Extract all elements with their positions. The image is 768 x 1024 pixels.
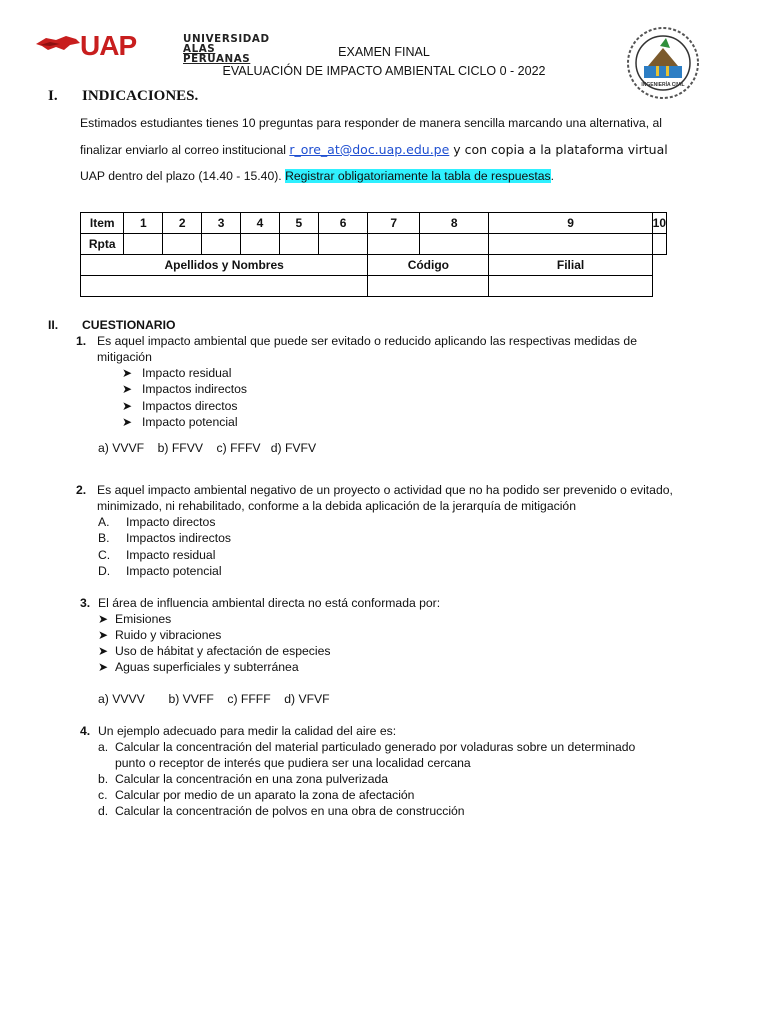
question-number: 1. [76, 334, 87, 348]
question-4 [80, 723, 700, 739]
item-number: 8 [420, 213, 489, 234]
answer-cell[interactable] [652, 234, 666, 255]
item-number: 4 [241, 213, 280, 234]
item-label-cell: Item [81, 213, 124, 234]
list-item: ➤ Emisiones [98, 612, 172, 626]
answer-cell[interactable] [368, 234, 420, 255]
question-text: Es aquel impacto ambiental que puede ser evitado o reducido aplicando las respectivas medidas de [97, 334, 637, 348]
answer-option[interactable]: b) VVFF [168, 692, 214, 706]
logo-uap-text: UAP [80, 30, 137, 61]
answer-option[interactable]: d. Calcular la concentración de polvos en una obra de construcción [98, 804, 465, 818]
branch-input-cell[interactable] [489, 276, 652, 297]
name-input-cell[interactable] [81, 276, 368, 297]
list-item: ➤ Aguas superficiales y subterránea [98, 660, 299, 674]
code-label-cell: Código [368, 255, 489, 276]
question-text: minimizado, ni rehabilitado, conforme a la debida aplicación de la jerarquía de mitigación [97, 499, 576, 513]
branch-label-cell: Filial [489, 255, 652, 276]
question-3 [80, 595, 700, 611]
item-number: 9 [489, 213, 652, 234]
highlighted-instruction: Registrar obligatoriamente la tabla de respuestas [285, 169, 551, 183]
question-number: 4. [80, 724, 91, 738]
answer-cell[interactable] [420, 234, 489, 255]
arrow-bullet-icon: ➤ [122, 415, 133, 429]
item-number: 3 [202, 213, 241, 234]
answer-options [98, 691, 330, 707]
item-number: 6 [318, 213, 367, 234]
answer-table [80, 212, 667, 297]
item-number: 10 [652, 213, 666, 234]
list-item: ➤ Ruido y vibraciones [98, 628, 222, 642]
table-row-student-values [81, 276, 667, 297]
answer-option[interactable]: D. Impacto potencial [98, 564, 222, 578]
table-row-items [81, 213, 667, 234]
table-row-answers [81, 234, 667, 255]
answer-cell[interactable] [489, 234, 652, 255]
question-text: Es aquel impacto ambiental negativo de un proyecto o actividad que no ha podido ser prevenido o evitado, [97, 483, 673, 497]
answer-cell[interactable] [124, 234, 163, 255]
arrow-bullet-icon: ➤ [122, 382, 133, 396]
answer-option[interactable]: A. Impacto directos [98, 515, 216, 529]
arrow-bullet-icon: ➤ [98, 644, 109, 658]
instructions-line-2: finalizar enviarlo al correo institucional r_ore_at@doc.uap.edu.pe y con copia a la plataforma virtual [80, 142, 668, 157]
answer-option[interactable]: B. Impactos indirectos [98, 531, 231, 545]
question-1 [76, 333, 696, 365]
answer-option[interactable]: b. Calcular la concentración en una zona pulverizada [98, 772, 389, 786]
logo-university-name: UNIVERSIDAD ALAS PERUANAS [183, 33, 270, 65]
list-item: ➤ Impactos indirectos [122, 382, 247, 396]
answer-option[interactable]: a. Calcular la concentración del material particulado generado por voladuras sobre un determinado [98, 740, 636, 754]
exam-subtitle: EVALUACIÓN DE IMPACTO AMBIENTAL CICLO 0 - 2022 [222, 64, 546, 78]
section-cuestionario-heading [48, 318, 176, 332]
question-text: El área de influencia ambiental directa no está conformada por: [98, 596, 441, 610]
answer-option[interactable]: c) FFFF [227, 692, 271, 706]
list-item: ➤ Uso de hábitat y afectación de especies [98, 644, 331, 658]
item-number: 1 [124, 213, 163, 234]
item-number: 5 [279, 213, 318, 234]
instructions-line-1: Estimados estudiantes tienes 10 preguntas para responder de manera sencilla marcando una alternativa, al [80, 116, 662, 130]
item-number: 2 [163, 213, 202, 234]
name-label-cell: Apellidos y Nombres [81, 255, 368, 276]
instructions-line-3: UAP dentro del plazo (14.40 - 15.40). Registrar obligatoriamente la tabla de respuestas. [80, 169, 555, 183]
arrow-bullet-icon: ➤ [98, 612, 109, 626]
question-2 [76, 482, 696, 514]
arrow-bullet-icon: ➤ [122, 366, 133, 380]
exam-title: EXAMEN FINAL [338, 45, 430, 59]
item-number: 7 [368, 213, 420, 234]
question-number: 3. [80, 596, 91, 610]
answer-cell[interactable] [241, 234, 280, 255]
question-text: Un ejemplo adecuado para medir la calidad del aire es: [98, 724, 397, 738]
arrow-bullet-icon: ➤ [122, 399, 133, 413]
question-text: mitigación [97, 350, 152, 364]
answer-option[interactable]: C. Impacto residual [98, 548, 216, 562]
answer-option[interactable]: a) VVVV [98, 692, 145, 706]
answer-cell[interactable] [202, 234, 241, 255]
table-row-student-labels [81, 255, 667, 276]
answer-option[interactable]: d) FVFV [270, 441, 317, 455]
question-number: 2. [76, 483, 87, 497]
section-numeral: I. [48, 88, 58, 104]
list-item: ➤ Impacto potencial [122, 415, 238, 429]
answer-cell[interactable] [318, 234, 367, 255]
institutional-email-link[interactable]: r_ore_at@doc.uap.edu.pe [289, 142, 450, 157]
list-item: ➤ Impacto residual [122, 366, 232, 380]
list-item: ➤ Impactos directos [122, 399, 238, 413]
answer-cell[interactable] [163, 234, 202, 255]
answer-option[interactable]: b) FFVV [157, 441, 203, 455]
answer-cell[interactable] [279, 234, 318, 255]
answer-option[interactable]: a) VVVF [98, 441, 145, 455]
answer-option[interactable]: d) VFVF [284, 692, 330, 706]
section-title: CUESTIONARIO [82, 318, 176, 332]
answer-options [98, 440, 316, 456]
answer-option-continuation: punto o receptor de interés que pudiera ser una localidad cercana [115, 756, 471, 770]
rpta-label-cell: Rpta [81, 234, 124, 255]
answer-option[interactable]: c) FFFV [216, 441, 261, 455]
section-title: INDICACIONES. [82, 88, 199, 104]
section-indicaciones-heading [48, 88, 199, 105]
arrow-bullet-icon: ➤ [98, 660, 109, 674]
arrow-bullet-icon: ➤ [98, 628, 109, 642]
civil-engineering-seal [626, 26, 700, 100]
answer-option[interactable]: c. Calcular por medio de un aparato la zona de afectación [98, 788, 415, 802]
seal-text: INGENIERÍA CIVIL [641, 82, 685, 88]
code-input-cell[interactable] [368, 276, 489, 297]
section-numeral: II. [48, 318, 59, 332]
